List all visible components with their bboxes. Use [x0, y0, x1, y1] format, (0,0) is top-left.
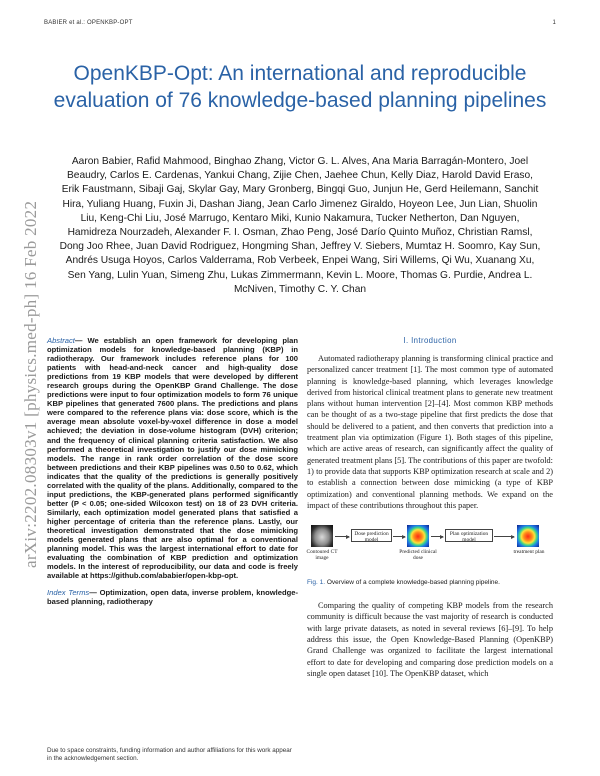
plan-optimization-model-box: Plan optimization model — [445, 529, 493, 542]
abstract-label: Abstract — [47, 336, 75, 345]
section-heading-introduction: I. Introduction — [403, 336, 457, 345]
footnote: Due to space constraints, funding information and author affiliations for this work appear in the acknowledgement section. — [47, 747, 292, 762]
running-head — [44, 20, 556, 26]
figure-1-caption-text: Overview of a complete knowledge-based planning pipeline. — [326, 579, 500, 587]
arrow-ct-to-prediction — [335, 536, 349, 537]
intro-paragraph-1: Automated radiotherapy planning is transforming clinical practice and personalized cancer treatment [1]. The most common type of automated planning is knowledge-based planning, which leverages knowledge derived from historical clinical treatment plans to generate new treatment plans without human intervention [2]–[4]. Most common KBP methods can be thought of as a two-stage pipeline that first predicts the dose that should be delivered to a patient, and then converts that prediction into a treatment plan via optimization (Figure 1). Both stages of this pipeline, which are active areas of research, can significantly affect the quality of generated treatment plans [5]. The contributions of this paper are twofold: 1) to provide data that supports KBP optimization research at scale and 2) to establish a connection between dose mimicking (a type of KBP optimization) and conventional planning methods. We expand on the impact of these contributions throughout this paper. — [307, 354, 553, 510]
right-column — [307, 336, 553, 679]
predicted-dose-thumbnail — [407, 525, 429, 547]
index-terms — [47, 588, 298, 606]
abstract — [47, 336, 298, 580]
intro-paragraph-2: Comparing the quality of competing KBP models from the research community is difficult because the vast majority of research is conducted with large private datasets, as noted in several reviews [6]–[9]. To help address this issue, the Open Knowledge-Based Planning (OpenKBP) Grand Challenge was organized to facilitate the largest international effort to date for developing and comparing dose prediction models on a single open dataset [10]. The OpenKBP dataset, which — [307, 601, 553, 678]
page-number: 1 — [552, 20, 556, 26]
predicted-dose-label: Predicted clinical dose — [399, 549, 437, 562]
paper-title: OpenKBP-Opt: An international and reproducible evaluation of 76 knowledge-based planning pipelines — [53, 62, 547, 112]
arrow-dose-to-optimization — [431, 536, 443, 537]
left-column — [47, 336, 298, 606]
treatment-plan-thumbnail — [517, 525, 539, 547]
index-terms-label: Index Terms — [47, 588, 90, 598]
figure-1-caption — [307, 579, 553, 586]
index-terms-dash: — — [89, 588, 100, 598]
ct-image-thumbnail — [311, 525, 333, 547]
abstract-dash: — — [74, 336, 88, 345]
arrow-optimization-to-plan — [494, 536, 514, 537]
figure-1-label: Fig. 1. — [307, 579, 326, 587]
index-terms-text: Optimization, open data, inverse problem, knowledge-based planning, radiotherapy — [47, 588, 298, 607]
arrow-prediction-to-dose — [393, 536, 405, 537]
treatment-plan-label: treatment plan — [513, 549, 545, 556]
abstract-text: We establish an open framework for developing plan optimization models for knowledge-based planning (KBP) in radiotherapy. Our framework includes reference plans for 100 patients with head-and-neck cancer and high-quality dose predictions from 19 KBP models that were developed by different research groups during the OpenKBP Grand Challenge. The dose predictions were input to four optimization models to form 76 unique KBP pipelines that generated 7600 plans. The predictions and plans were compared to the reference plans via: dose score, which is the average mean absolute voxel-by-voxel difference in dose a model achieved; the deviation in dose-volume histogram (DVH) criterion; and the frequency of clinical planning criteria satisfaction. We also performed a theoretical investigation to justify our dose mimicking models. The range in rank order correlation of the dose score between predictions and their KBP pipelines was 0.50 to 0.62, which indicates that the quality of the predictions is generally positively correlated with the quality of the plans. Additionally, compared to the input predictions, the KBP-generated plans performed significantly better (P < 0.05; one-sided Wilcoxon test) on 18 of 23 DVH criteria. Similarly, each optimization model generated plans that satisfied a higher percentage of criteria than the reference plans. Lastly, our theoretical investigation demonstrated that the dose mimicking models generated plans that are also optimal for a conventional planning model. This was the largest international effort to date for evaluating the combination of KBP prediction and optimization models. In the interest of reproducibility, our data and code is freely available at https://github.com/ababier/open-kbp-opt. — [47, 336, 298, 581]
author-list: Aaron Babier, Rafid Mahmood, Binghao Zhang, Victor G. L. Alves, Ana Maria Barragán-Montero, Joel Beaudry, Carlos E. Cardenas, Yankui Chang, Zijie Chen, Jaehee Chun, Kelly Diaz, Harold David Eraso, Erik Faustmann, Sibaji Gaj, Skylar Gay, Mary Gronberg, Bingqi Guo, Junjun He, Gerd Heilemann, Sanchit Hira, Yuliang Huang, Fuxin Ji, Dashan Jiang, Jean Carlo Jimenez Giraldo, Hoyeon Lee, Jun Lian, Shuolin Liu, Keng-Chi Liu, José Marrugo, Kentaro Miki, Kunio Nakamura, Tucker Netherton, Dan Nguyen, Hamidreza Nourzadeh, Alexander F. I. Osman, Zhao Peng, José Darío Quinto Muñoz, Christian Ramsl, Dong Joo Rhee, Juan David Rodriguez, Hongming Shan, Jeffrey V. Siebers, Mumtaz H. Soomro, Kay Sun, Andrés Usuga Hoyos, Carlos Valderrama, Rob Verbeek, Enpei Wang, Siri Willems, Qi Wu, Xuanang Xu, Sen Yang, Lulin Yuan, Simeng Zhu, Lukas Zimmermann, Kevin L. Moore, Thomas G. Purdie, Andrea L. McNiven, Timothy C. Y. Chan — [59, 156, 541, 295]
ct-image-label: Contoured CT image — [306, 549, 338, 562]
arxiv-stamp[interactable]: arXiv:2202.08303v1 [physics.med-ph] 16 Feb 2022 — [21, 200, 40, 568]
running-title: BABIER et al.: OPENKBP-OPT — [44, 20, 133, 26]
figure-1-pipeline — [307, 519, 553, 569]
dose-prediction-model-box: Dose prediction model — [351, 529, 392, 542]
